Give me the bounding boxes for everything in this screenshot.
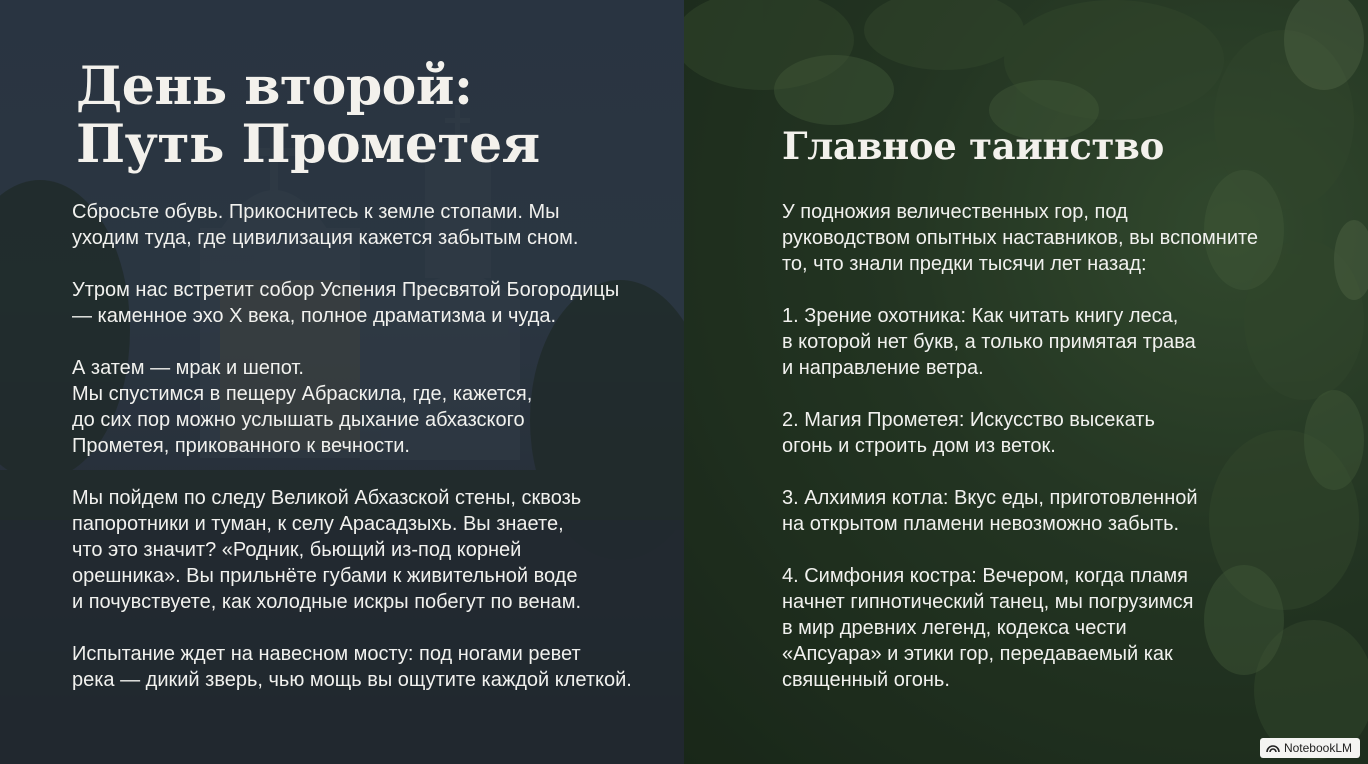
- left-title: [76, 58, 636, 174]
- right-item-1: 1. Зрение охотника: Как читать книгу леса, в которой нет букв, а только примятая трава и направление ветра.: [782, 305, 1196, 379]
- right-body: [782, 199, 1342, 719]
- left-body: [72, 199, 684, 719]
- left-paragraph-1: Сбросьте обувь. Прикоснитесь к земле стопами. Мы уходим туда, где цивилизация кажется забытым сном.: [72, 201, 579, 249]
- left-paragraph-5: Испытание ждет на навесном мосту: под ногами ревет река — дикий зверь, чью мощь вы ощутите каждой клеткой.: [72, 643, 632, 691]
- right-item-4: 4. Симфония костра: Вечером, когда пламя начнет гипнотический танец, мы погрузимся в мир древних легенд, кодекса чести «Апсуара» и этики гор, передаваемый как священный огонь.: [782, 565, 1194, 691]
- left-title-line-1: День второй:: [76, 56, 473, 117]
- right-item-2: 2. Магия Прометея: Искусство высекать огонь и строить дом из веток.: [782, 409, 1155, 457]
- notebooklm-logo-icon: [1266, 743, 1280, 753]
- left-title-line-2: Путь Прометея: [76, 114, 540, 175]
- left-paragraph-2: Утром нас встретит собор Успения Пресвятой Богородицы — каменное эхо X века, полное драматизма и чуда.: [72, 279, 620, 327]
- left-paragraph-3: А затем — мрак и шепот. Мы спустимся в пещеру Абраскила, где, кажется, до сих пор можно услышать дыхание абхазского Прометея, прикованного к вечности.: [72, 357, 533, 457]
- left-paragraph-4: Мы пойдем по следу Великой Абхазской стены, сквозь папоротники и туман, к селу Арасадзыхь. Вы знаете, что это значит? «Родник, бьющий из-под корней орешника». Вы прильнёте губами к живительной воде и почувствуете, как холодные искры побегут по венам.: [72, 487, 582, 613]
- notebooklm-badge: [1260, 738, 1360, 758]
- notebooklm-label: NotebookLM: [1283, 741, 1352, 755]
- right-item-3: 3. Алхимия котла: Вкус еды, приготовленной на открытом пламени невозможно забыть.: [782, 487, 1198, 535]
- right-title: Главное таинство: [782, 124, 1164, 168]
- right-intro-paragraph: У подножия величественных гор, под руководством опытных наставников, вы вспомните то, что знали предки тысячи лет назад:: [782, 201, 1259, 275]
